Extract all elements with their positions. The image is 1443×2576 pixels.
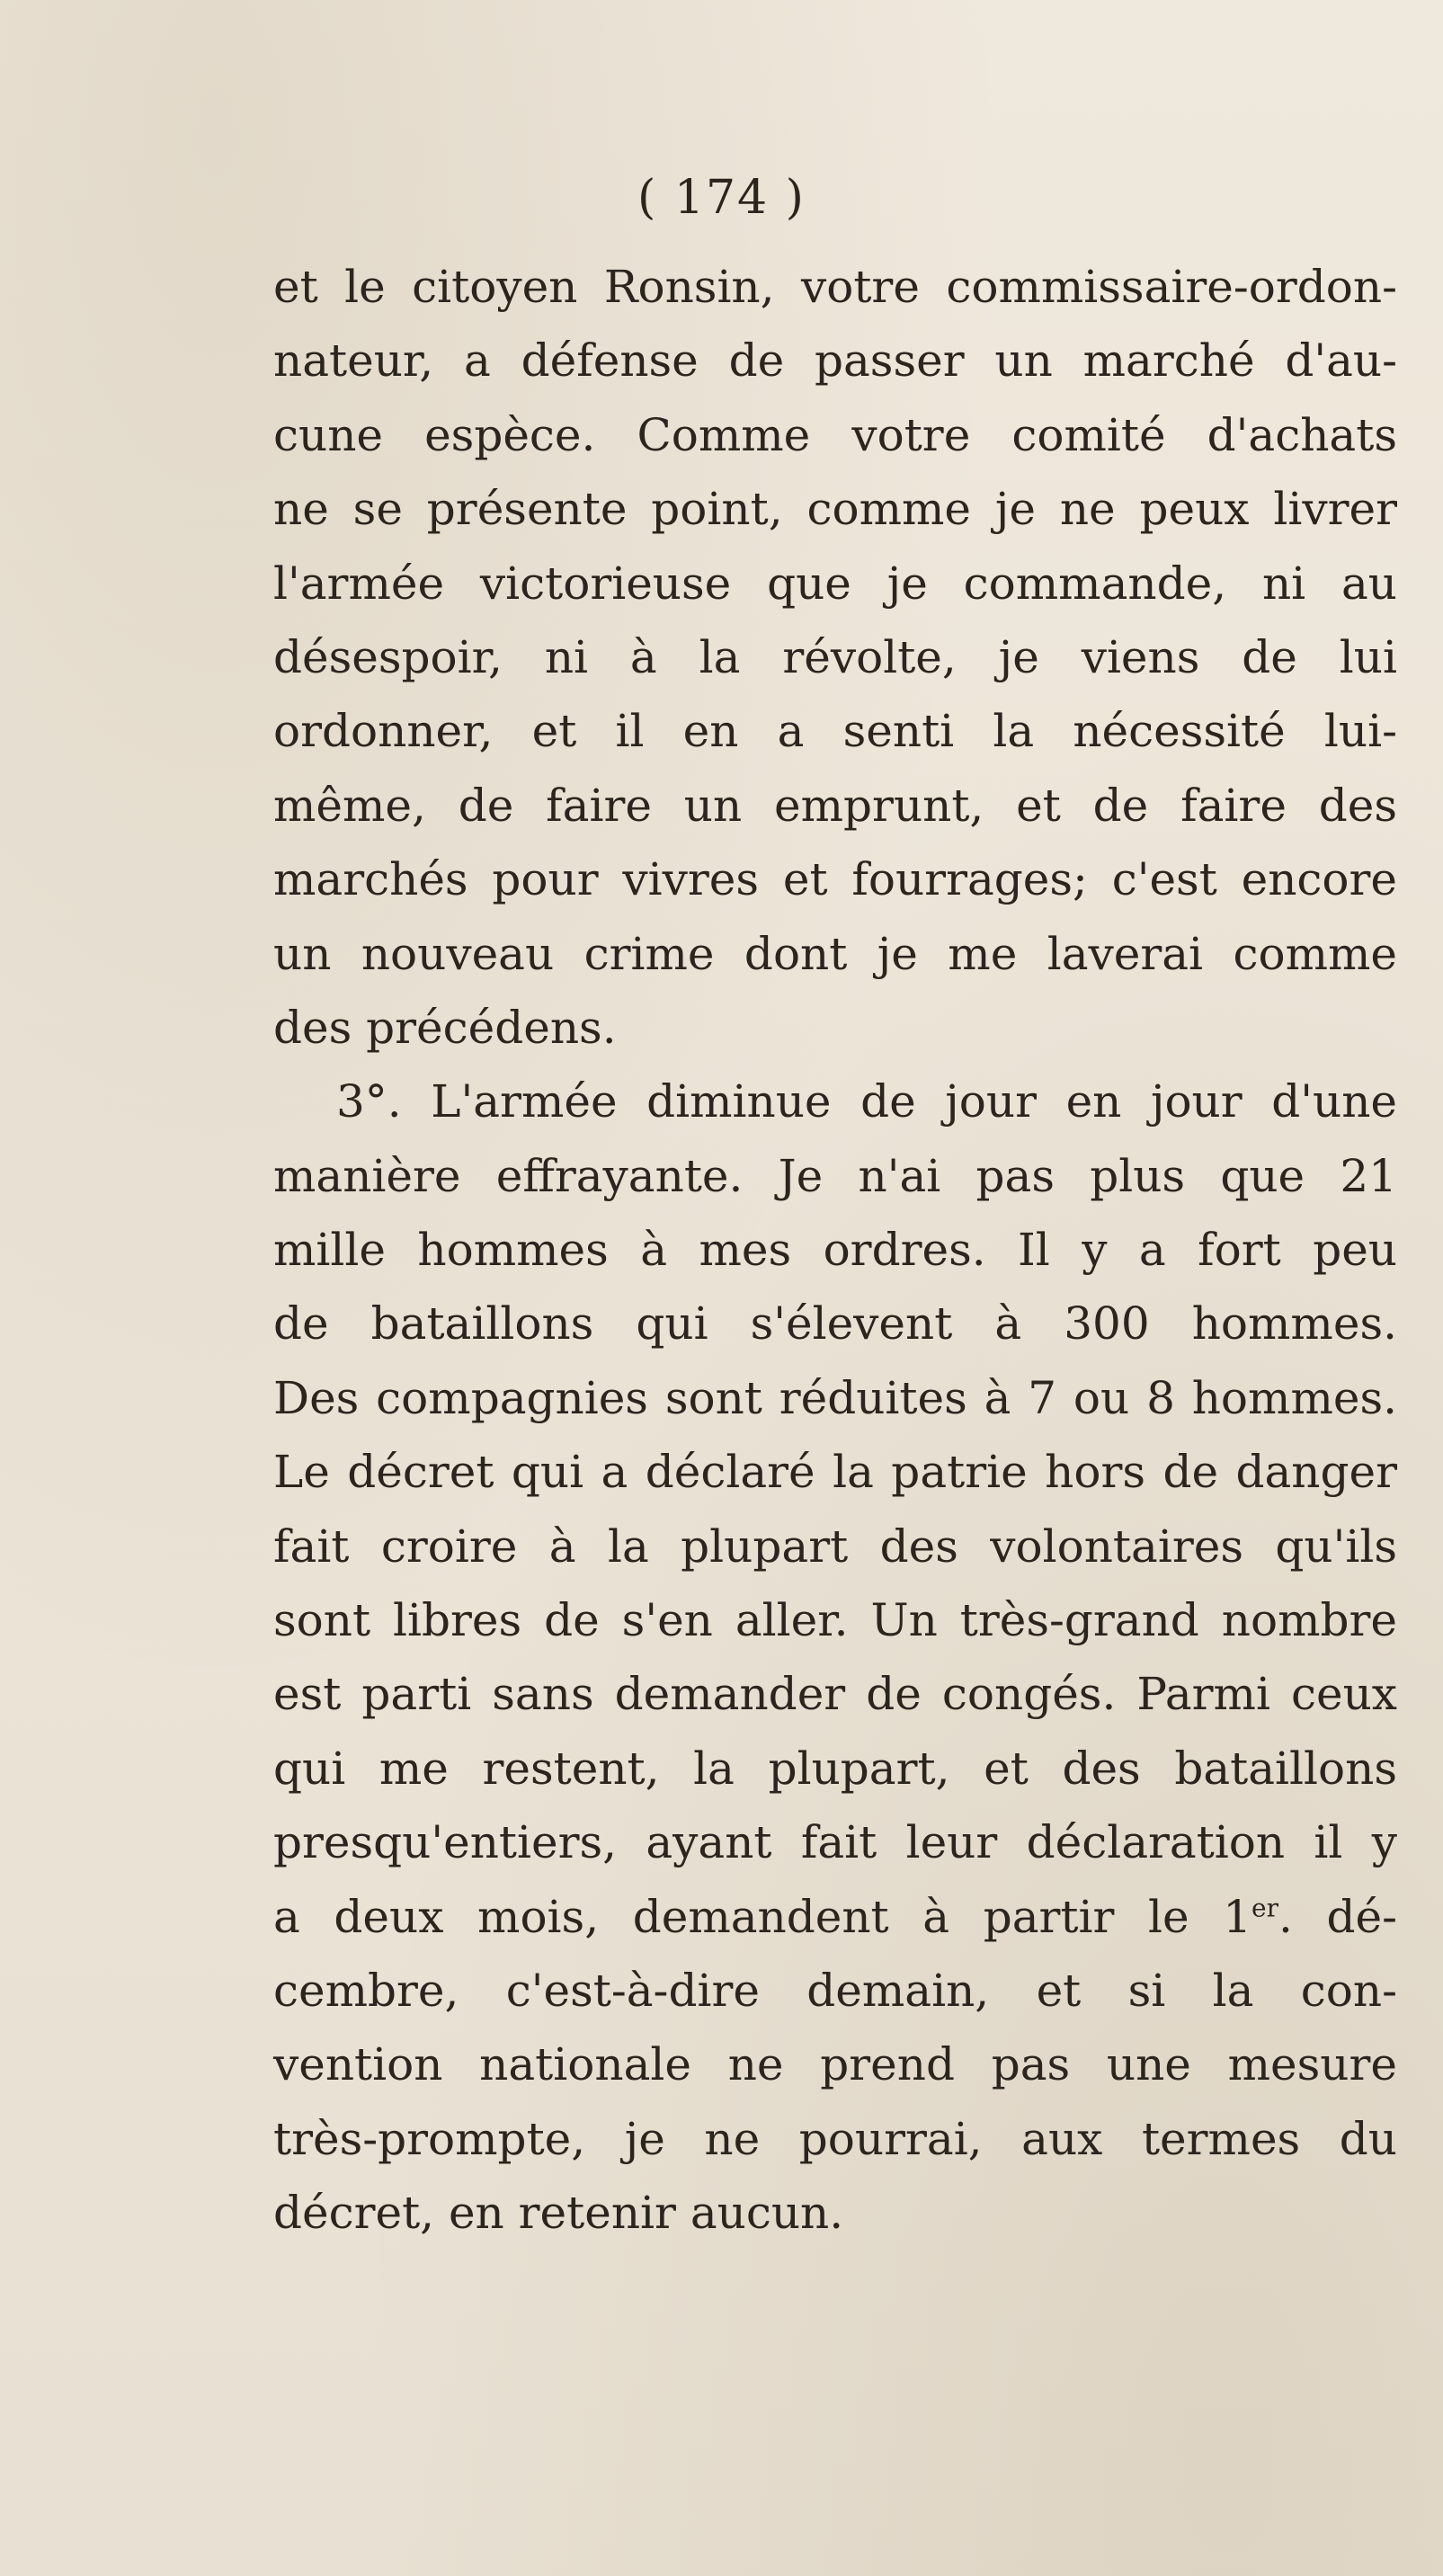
text-segment: a deux mois, demandent à partir le 1 (273, 1890, 1252, 1943)
text-line: et le citoyen Ronsin, votre commissaire-ordon- (273, 261, 1397, 313)
text-line: fait croire à la plupart des volontaires qu'ils (273, 1520, 1397, 1573)
text-segment: . dé- (1278, 1890, 1398, 1943)
text-line: vention nationale ne prend pas une mesure (273, 2038, 1397, 2091)
text-line: ne se présente point, comme je ne peux livrer (273, 483, 1397, 536)
paragraph-end-line: décret, en retenir aucun. (273, 2187, 844, 2240)
page-number: ( 174 ) (637, 171, 806, 225)
text-line: manière effrayante. Je n'ai pas plus que 21 (273, 1149, 1397, 1202)
text-line: Le décret qui a déclaré la patrie hors de danger (273, 1446, 1397, 1499)
body-text (273, 250, 1397, 2251)
text-line: nateur, a défense de passer un marché d'au- (273, 334, 1397, 388)
text-line: même, de faire un emprunt, et de faire des (273, 779, 1397, 832)
text-line: ordonner, et il en a senti la nécessité lui- (273, 705, 1397, 758)
text-line: est parti sans demander de congés. Parmi ceux (273, 1668, 1397, 1721)
ordinal-superscript: er (1251, 1892, 1278, 1922)
paragraph-end-line: des précédens. (273, 1001, 617, 1054)
text-line: sont libres de s'en aller. Un très-grand nombre (273, 1594, 1397, 1647)
text-line: un nouveau crime dont je me laverai comme (273, 927, 1397, 980)
text-line: l'armée victorieuse que je commande, ni au (273, 557, 1397, 610)
text-line: cune espèce. Comme votre comité d'achats (273, 408, 1397, 461)
text-line-with-superscript (273, 1880, 1397, 1954)
text-line: très-prompte, je ne pourrai, aux termes du (273, 2112, 1397, 2165)
text-line: cembre, c'est-à-dire demain, et si la con- (273, 1964, 1397, 2017)
text-line: qui me restent, la plupart, et des bataillons (273, 1742, 1397, 1795)
text-line: de bataillons qui s'élevent à 300 hommes. (273, 1297, 1397, 1350)
text-line: Des compagnies sont réduites à 7 ou 8 hommes. (273, 1371, 1397, 1424)
text-line: marchés pour vivres et fourrages; c'est encore (273, 853, 1397, 906)
text-line: mille hommes à mes ordres. Il y a fort peu (273, 1224, 1397, 1277)
text-line: presqu'entiers, ayant fait leur déclaration il y (273, 1816, 1397, 1869)
paragraph-start-line: 3°. L'armée diminue de jour en jour d'une (336, 1075, 1397, 1128)
text-line: désespoir, ni à la révolte, je viens de lui (273, 630, 1397, 683)
